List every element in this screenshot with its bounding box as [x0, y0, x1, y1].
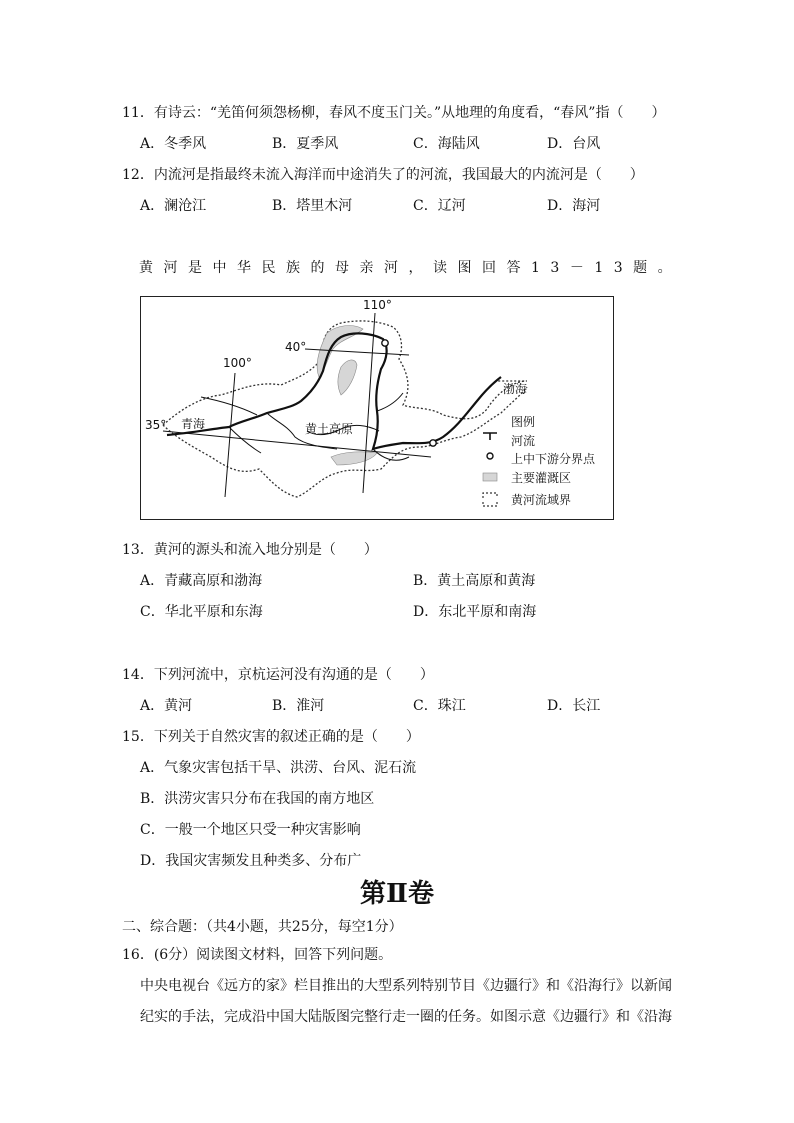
meridian-100 — [225, 373, 235, 497]
question-11-stem: 11．有诗云：“羌笛何须怨杨柳，春风不度玉门关。”从地理的角度看，“春风”指（ ） — [122, 105, 666, 121]
label-loess-plateau: 黄土高原 — [305, 422, 354, 436]
label-qinghai: 青海 — [181, 417, 206, 431]
legend-irrigation-label: 主要灌溉区 — [511, 471, 572, 485]
tributary-3 — [377, 393, 403, 411]
q13-option-d: D．东北平原和南海 — [413, 604, 537, 620]
label-bohai: 渤海 — [503, 382, 528, 396]
q12-option-a: A．澜沧江 — [140, 198, 207, 214]
q12-option-d: D．海河 — [547, 198, 601, 214]
irrigation-zone-ningxia — [338, 360, 357, 395]
q11-option-c: C．海陆风 — [413, 136, 480, 152]
question-16-stem: 16．(6分）阅读图文材料，回答下列问题。 — [122, 947, 393, 963]
question-12-stem: 12．内流河是指最终未流入海洋而中途消失了的河流，我国最大的内流河是（ ） — [122, 167, 644, 183]
label-lat-35: 35° — [145, 418, 167, 432]
label-lon-100: 100° — [223, 356, 252, 370]
q15-option-a: A．气象灾害包括干旱、洪涝、台风、泥石流 — [140, 760, 417, 776]
legend-river-label: 河流 — [511, 434, 536, 448]
q13-option-c: C．华北平原和东海 — [140, 604, 263, 620]
q15-option-d: D．我国灾害频发且种类多、分布广 — [140, 853, 362, 869]
q11-option-b: B．夏季风 — [272, 136, 339, 152]
tributary-6 — [201, 397, 257, 415]
legend-boundary-symbol — [483, 493, 497, 506]
basin-boundary-south — [163, 387, 527, 497]
q14-option-a: A．黄河 — [140, 698, 193, 714]
legend-irrigation-symbol — [483, 473, 497, 481]
map-intro-text: 黄河是中华民族的母亲河，读图回答13－13题。 — [139, 260, 683, 276]
q15-option-c: C．一般一个地区只受一种灾害影响 — [140, 822, 361, 838]
legend-title: 图例 — [511, 415, 536, 429]
q16-paragraph-line-2: 纪实的手法，完成沿中国大陆版图完整行走一圈的任务。如图示意《边疆行》和《沿海 — [140, 1009, 672, 1025]
legend-river-symbol — [483, 433, 497, 440]
q11-option-a: A．冬季风 — [140, 136, 207, 152]
yellow-river-map-drawing — [141, 297, 615, 521]
yellow-river-map — [140, 296, 614, 520]
q14-option-d: D．长江 — [547, 698, 601, 714]
q11-option-d: D．台风 — [547, 136, 601, 152]
section-2-header: 二、综合题：（共4小题，共25分，每空1分） — [122, 919, 403, 935]
q13-option-b: B．黄土高原和黄海 — [413, 573, 536, 589]
irrigation-zone-guanzhong — [331, 452, 377, 465]
label-lat-40: 40° — [285, 340, 307, 354]
q15-option-b: B．洪涝灾害只分布在我国的南方地区 — [140, 791, 375, 807]
middle-lower-boundary-point — [430, 440, 436, 446]
q13-option-a: A．青藏高原和渤海 — [140, 573, 263, 589]
question-14-stem: 14．下列河流中，京杭运河没有沟通的是（ ） — [122, 667, 434, 683]
q16-paragraph-line-1: 中央电视台《远方的家》栏目推出的大型系列特别节目《边疆行》和《沿海行》以新闻 — [140, 978, 672, 994]
legend-point-symbol — [487, 453, 493, 459]
question-15-stem: 15．下列关于自然灾害的叙述正确的是（ ） — [122, 729, 420, 745]
q12-option-c: C．辽河 — [413, 198, 466, 214]
legend-boundary-label: 黄河流域界 — [511, 493, 572, 507]
section-2-title: 第Ⅱ卷 — [360, 879, 434, 909]
q14-option-b: B．淮河 — [272, 698, 325, 714]
upper-middle-boundary-point — [382, 340, 388, 346]
meridian-110 — [363, 313, 375, 493]
label-lon-110: 110° — [363, 298, 392, 312]
legend-point-label: 上中下游分界点 — [511, 452, 596, 466]
question-13-stem: 13．黄河的源头和流入地分别是（ ） — [122, 542, 378, 558]
q14-option-c: C．珠江 — [413, 698, 466, 714]
q12-option-b: B．塔里木河 — [272, 198, 353, 214]
